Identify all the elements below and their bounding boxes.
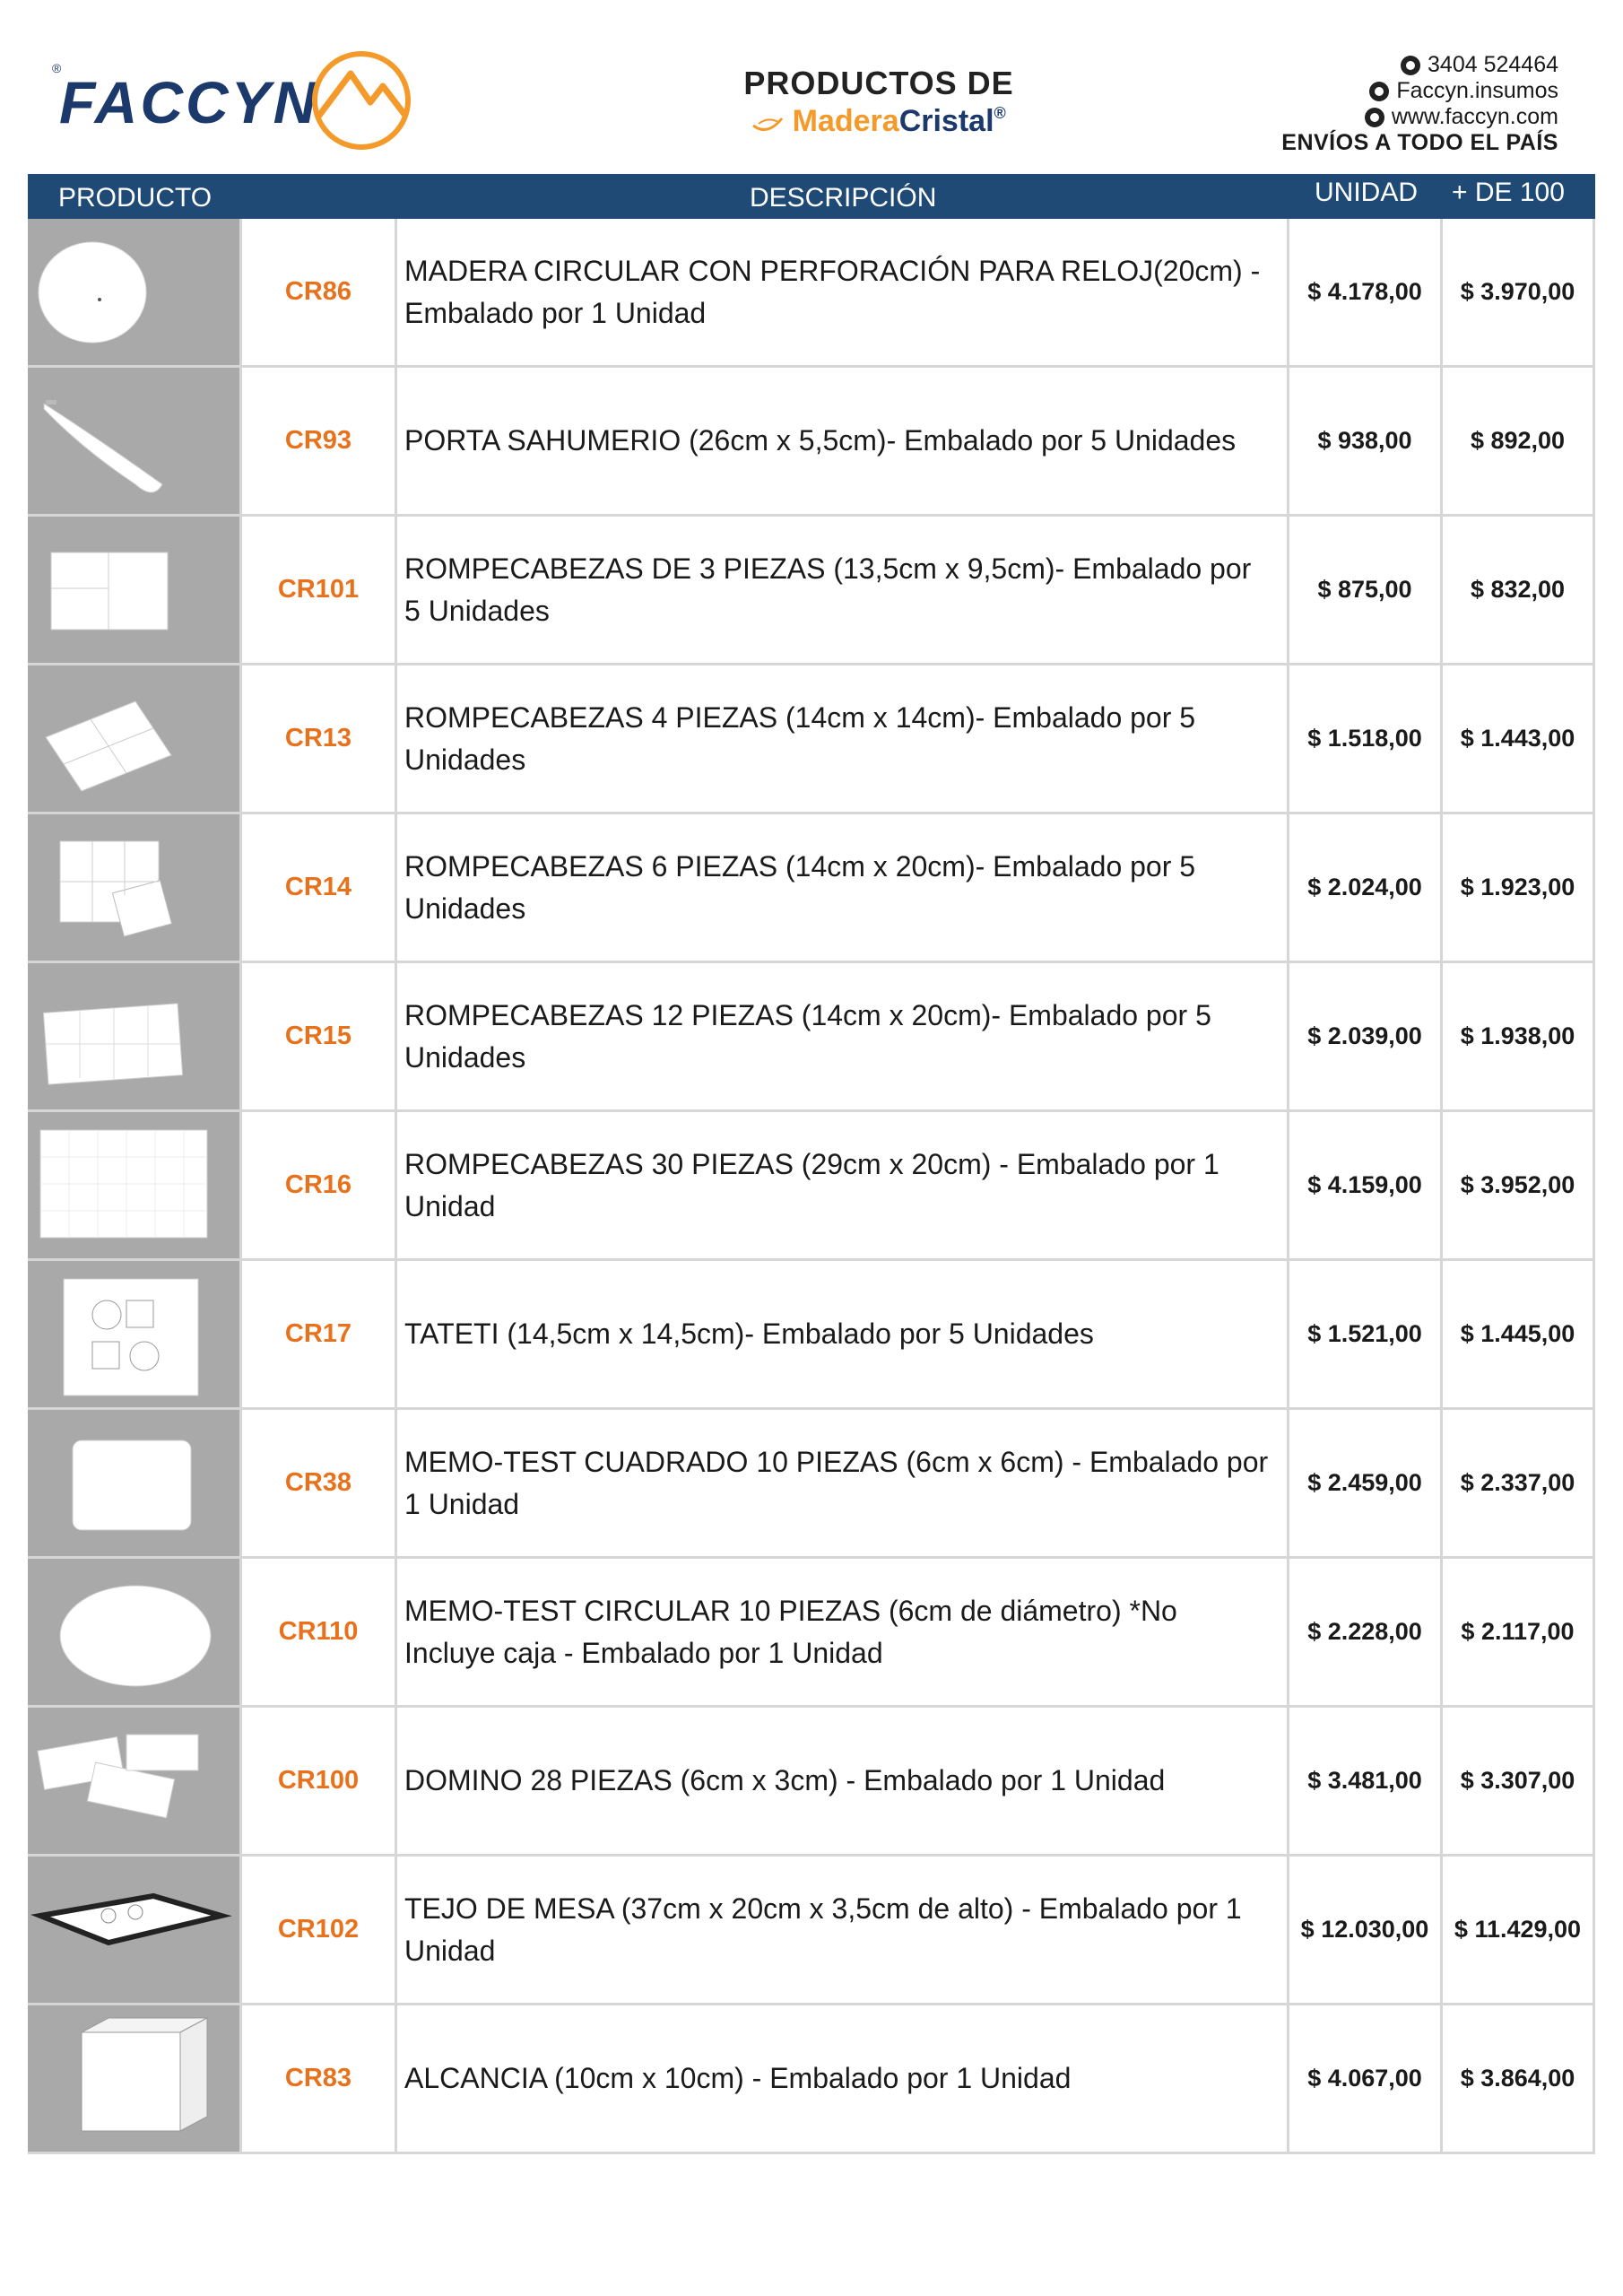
contact-phone: 3404 524464 <box>1428 52 1558 77</box>
product-image-cell <box>28 2005 239 2152</box>
table-tejo-icon <box>28 1857 239 2003</box>
table-row <box>28 1261 1595 1410</box>
table-row <box>28 814 1595 963</box>
puzzle-4-icon <box>28 665 239 812</box>
domino-icon <box>28 1708 239 1854</box>
product-description: PORTA SAHUMERIO (26cm x 5,5cm)- Embalado por 5 Unidades <box>395 368 1287 514</box>
table-row <box>28 1112 1595 1261</box>
product-code: CR101 <box>239 517 395 663</box>
product-description: ALCANCIA (10cm x 10cm) - Embalado por 1 Unidad <box>395 2005 1287 2152</box>
product-description: MEMO-TEST CIRCULAR 10 PIEZAS (6cm de diámetro) *No Incluye caja - Embalado por 1 Unidad <box>395 1559 1287 1705</box>
product-description: ROMPECABEZAS 6 PIEZAS (14cm x 20cm)- Embalado por 5 Unidades <box>395 814 1287 961</box>
web-icon <box>1365 108 1384 127</box>
table-row <box>28 1857 1595 2005</box>
puzzle-6-icon <box>28 814 239 961</box>
price-unit: $ 2.228,00 <box>1287 1559 1440 1705</box>
table-row <box>28 665 1595 814</box>
price-bulk: $ 3.864,00 <box>1440 2005 1595 2152</box>
product-image-cell <box>28 1708 239 1854</box>
product-code: CR102 <box>239 1857 395 2003</box>
price-unit: $ 875,00 <box>1287 517 1440 663</box>
product-image-cell <box>28 963 239 1109</box>
puzzle-30-icon <box>28 1112 239 1258</box>
product-description: MEMO-TEST CUADRADO 10 PIEZAS (6cm x 6cm) - Embalado por 1 Unidad <box>395 1410 1287 1556</box>
contact-website: www.faccyn.com <box>1391 104 1558 129</box>
product-description: ROMPECABEZAS 4 PIEZAS (14cm x 14cm)- Embalado por 5 Unidades <box>395 665 1287 812</box>
price-bulk: $ 3.307,00 <box>1440 1708 1595 1854</box>
contact-block <box>1182 52 1558 156</box>
product-code: CR93 <box>239 368 395 514</box>
table-row <box>28 1410 1595 1559</box>
price-unit: $ 2.024,00 <box>1287 814 1440 961</box>
price-unit: $ 4.178,00 <box>1287 219 1440 365</box>
circle-board-icon <box>28 219 239 365</box>
page-header <box>0 0 1623 170</box>
price-unit: $ 1.518,00 <box>1287 665 1440 812</box>
products-table <box>28 174 1595 2154</box>
instagram-icon <box>1369 82 1389 101</box>
product-code: CR13 <box>239 665 395 812</box>
price-bulk: $ 2.337,00 <box>1440 1410 1595 1556</box>
product-code: CR83 <box>239 2005 395 2152</box>
product-description: TATETI (14,5cm x 14,5cm)- Embalado por 5 Unidades <box>395 1261 1287 1407</box>
brand-madera: Madera <box>792 104 899 138</box>
price-unit: $ 1.521,00 <box>1287 1261 1440 1407</box>
faccyn-logo <box>52 47 375 163</box>
product-description: MADERA CIRCULAR CON PERFORACIÓN PARA RELOJ(20cm) - Embalado por 1 Unidad <box>395 219 1287 365</box>
product-code: CR15 <box>239 963 395 1109</box>
table-row <box>28 517 1595 665</box>
brand-swoosh-icon <box>751 113 784 133</box>
product-image-cell <box>28 665 239 812</box>
price-unit: $ 2.039,00 <box>1287 963 1440 1109</box>
product-description: ROMPECABEZAS 30 PIEZAS (29cm x 20cm) - Embalado por 1 Unidad <box>395 1112 1287 1258</box>
price-bulk: $ 3.970,00 <box>1440 219 1595 365</box>
table-row <box>28 1559 1595 1708</box>
price-unit: $ 4.159,00 <box>1287 1112 1440 1258</box>
square-tile-icon <box>28 1410 239 1556</box>
product-description: TEJO DE MESA (37cm x 20cm x 3,5cm de alto) - Embalado por 1 Unidad <box>395 1857 1287 2003</box>
table-row <box>28 1708 1595 1857</box>
product-image-cell <box>28 219 239 365</box>
tictactoe-icon <box>28 1261 239 1407</box>
price-bulk: $ 1.923,00 <box>1440 814 1595 961</box>
price-bulk: $ 1.443,00 <box>1440 665 1595 812</box>
table-row <box>28 219 1595 368</box>
money-box-icon <box>28 2005 239 2152</box>
brand-cristal: Cristal <box>898 104 994 138</box>
product-image-cell <box>28 1112 239 1258</box>
header-bulk-price: + DE 100 <box>1452 178 1565 207</box>
puzzle-12-icon <box>28 963 239 1109</box>
product-image-cell <box>28 814 239 961</box>
product-image-cell <box>28 517 239 663</box>
price-unit: $ 3.481,00 <box>1287 1708 1440 1854</box>
puzzle-3-icon <box>28 517 239 663</box>
product-code: CR17 <box>239 1261 395 1407</box>
product-description: ROMPECABEZAS 12 PIEZAS (14cm x 20cm)- Embalado por 5 Unidades <box>395 963 1287 1109</box>
product-code: CR14 <box>239 814 395 961</box>
price-bulk: $ 1.938,00 <box>1440 963 1595 1109</box>
product-code: CR86 <box>239 219 395 365</box>
product-image-cell <box>28 368 239 514</box>
product-description: ROMPECABEZAS DE 3 PIEZAS (13,5cm x 9,5cm)- Embalado por 5 Unidades <box>395 517 1287 663</box>
logo-mountain-icon <box>308 47 415 154</box>
price-bulk: $ 2.117,00 <box>1440 1559 1595 1705</box>
brand-registered: ® <box>994 104 1006 122</box>
product-image-cell <box>28 1261 239 1407</box>
header-unit-price: UNIDAD <box>1315 178 1419 207</box>
catalog-title-line: PRODUCTOS DE <box>743 65 1014 101</box>
price-unit: $ 4.067,00 <box>1287 2005 1440 2152</box>
incense-holder-icon <box>28 368 239 514</box>
header-product: PRODUCTO <box>58 183 213 213</box>
table-row <box>28 2005 1595 2154</box>
price-bulk: $ 892,00 <box>1440 368 1595 514</box>
product-code: CR38 <box>239 1410 395 1556</box>
price-unit: $ 2.459,00 <box>1287 1410 1440 1556</box>
price-bulk: $ 3.952,00 <box>1440 1112 1595 1258</box>
table-body <box>28 219 1595 2154</box>
header-description: DESCRIPCIÓN <box>750 183 937 213</box>
table-row <box>28 368 1595 517</box>
round-tile-icon <box>28 1559 239 1705</box>
product-description: DOMINO 28 PIEZAS (6cm x 3cm) - Embalado por 1 Unidad <box>395 1708 1287 1854</box>
table-header <box>28 174 1595 219</box>
product-code: CR110 <box>239 1559 395 1705</box>
catalog-title <box>628 65 1130 139</box>
price-bulk: $ 1.445,00 <box>1440 1261 1595 1407</box>
contact-instagram: Faccyn.insumos <box>1396 78 1558 103</box>
product-code: CR100 <box>239 1708 395 1854</box>
whatsapp-icon <box>1401 56 1420 75</box>
price-bulk: $ 832,00 <box>1440 517 1595 663</box>
madera-cristal-brand <box>628 104 1130 139</box>
price-bulk: $ 11.429,00 <box>1440 1857 1595 2003</box>
logo-wordmark: FACCYN <box>59 69 319 135</box>
contact-shipping: ENVÍOS A TODO EL PAÍS <box>1281 130 1558 155</box>
price-unit: $ 12.030,00 <box>1287 1857 1440 2003</box>
table-row <box>28 963 1595 1112</box>
price-unit: $ 938,00 <box>1287 368 1440 514</box>
product-image-cell <box>28 1857 239 2003</box>
product-image-cell <box>28 1410 239 1556</box>
product-code: CR16 <box>239 1112 395 1258</box>
logo-registered-mark: ® <box>52 61 62 75</box>
product-image-cell <box>28 1559 239 1705</box>
